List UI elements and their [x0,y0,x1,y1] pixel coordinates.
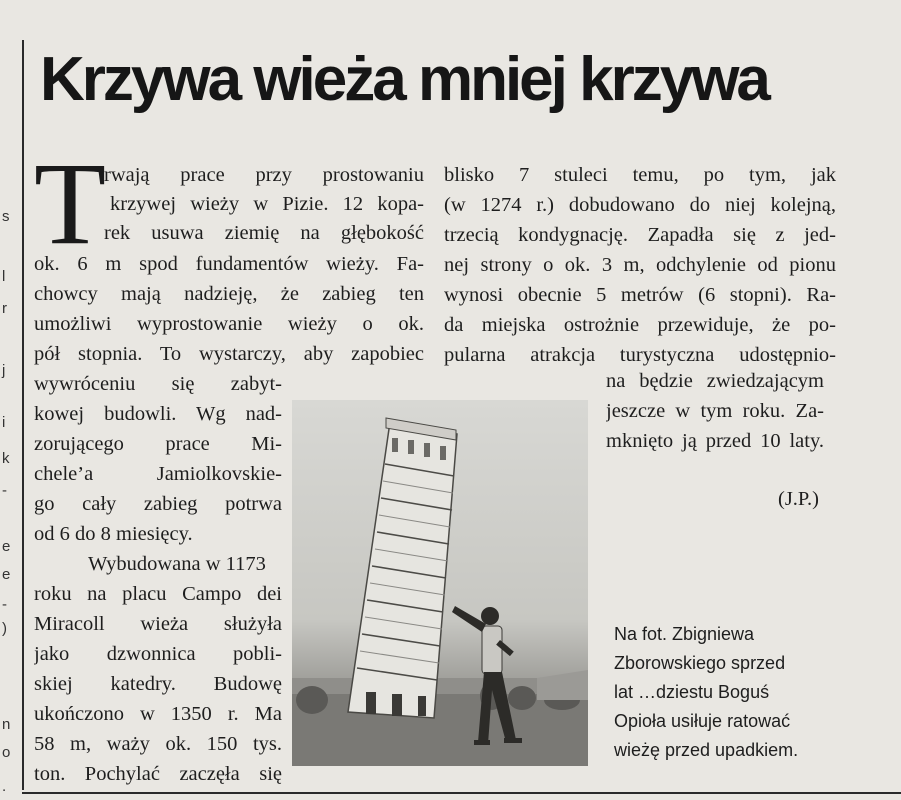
text-line: ok. 6 m spod fundamentów wieży. Fa- [34,253,424,275]
text-line: ukończono w 1350 r. Ma [34,703,282,725]
text-line: skiej katedry. Budowę [34,673,282,695]
text-line: pół stopnia. To wystarczy, aby zapobiec [34,343,424,365]
caption-line: lat …dziestu Boguś [614,682,770,702]
text-line: wynosi obecnie 5 metrów (6 stopni). Ra- [444,284,836,306]
edge-fragment: l [2,268,6,285]
headline: Krzywa wieża mniej krzywa [40,45,768,114]
text-line: (w 1274 r.) dobudowano do niej kolejną, [444,194,836,216]
text-line: chowcy mają nadzieję, że zabieg ten [34,283,424,305]
text-line: da miejska ostrożnie przewiduje, że po- [444,314,836,336]
text-line: jeszcze w tym roku. Za- [606,400,824,422]
tower-photo [292,400,588,766]
text-line: 58 m, waży ok. 150 tys. [34,733,282,755]
edge-fragment: . [2,778,7,795]
caption-line: Na fot. Zbigniewa [614,624,755,644]
text-line: rwają prace przy prostowaniu [104,164,424,186]
text-line: zorującego prace Mi- [34,433,282,455]
text-line: blisko 7 stuleci temu, po tym, jak [444,164,836,186]
caption-line: Zborowskiego sprzed [614,653,786,673]
text-line: pularna atrakcja turystyczna udostępnio- [444,344,836,366]
text-line: Wybudowana w 1173 [88,553,266,575]
edge-fragment: e [2,538,11,555]
author-signature: (J.P.) [778,488,820,510]
leaning-tower-illustration [292,400,588,766]
text-line: chele’a Jamiolkovskie- [34,463,282,485]
bottom-rule [22,792,901,794]
edge-fragment: - [2,482,7,499]
edge-fragment: - [2,596,7,613]
text-line: kowej budowli. Wg nad- [34,403,282,425]
text-line: rek usuwa ziemię na głębokość [104,222,424,244]
drop-cap: T [34,138,107,269]
caption-line: wieżę przed upadkiem. [614,740,799,760]
text-line: wywróceniu się zabyt- [34,373,282,395]
text-line: krzywej wieży w Pizie. 12 kopa- [110,193,424,215]
text-line: go cały zabieg potrwa [34,493,282,515]
text-line: umożliwi wyprostowanie wieży o ok. [34,313,424,335]
edge-fragment: ) [2,620,7,637]
edge-fragment: i [2,414,6,431]
edge-fragment: e [2,566,11,583]
text-line: roku na placu Campo dei [34,583,282,605]
text-line: nej strony o ok. 3 m, odchylenie od pionu [444,254,836,276]
text-line: Miracoll wieża służyła [34,613,282,635]
text-line: ton. Pochylać zaczęła się [34,763,282,785]
edge-fragment: k [2,450,10,467]
text-line: mknięto ją przed 10 laty. [606,430,824,452]
text-line: jako dzwonnica pobli- [34,643,282,665]
text-line: trzecią kondygnację. Zapadła się z jed- [444,224,836,246]
text-line: od 6 do 8 miesięcy. [34,523,193,545]
text-line: na będzie zwiedzającym [606,370,824,392]
caption-line: Opioła usiłuje ratować [614,711,791,731]
edge-fragment: s [2,208,10,225]
edge-fragment: n [2,716,11,733]
edge-fragment: o [2,744,11,761]
column-divider [22,40,24,790]
edge-fragment: r [2,300,7,317]
edge-fragment: j [2,362,6,379]
